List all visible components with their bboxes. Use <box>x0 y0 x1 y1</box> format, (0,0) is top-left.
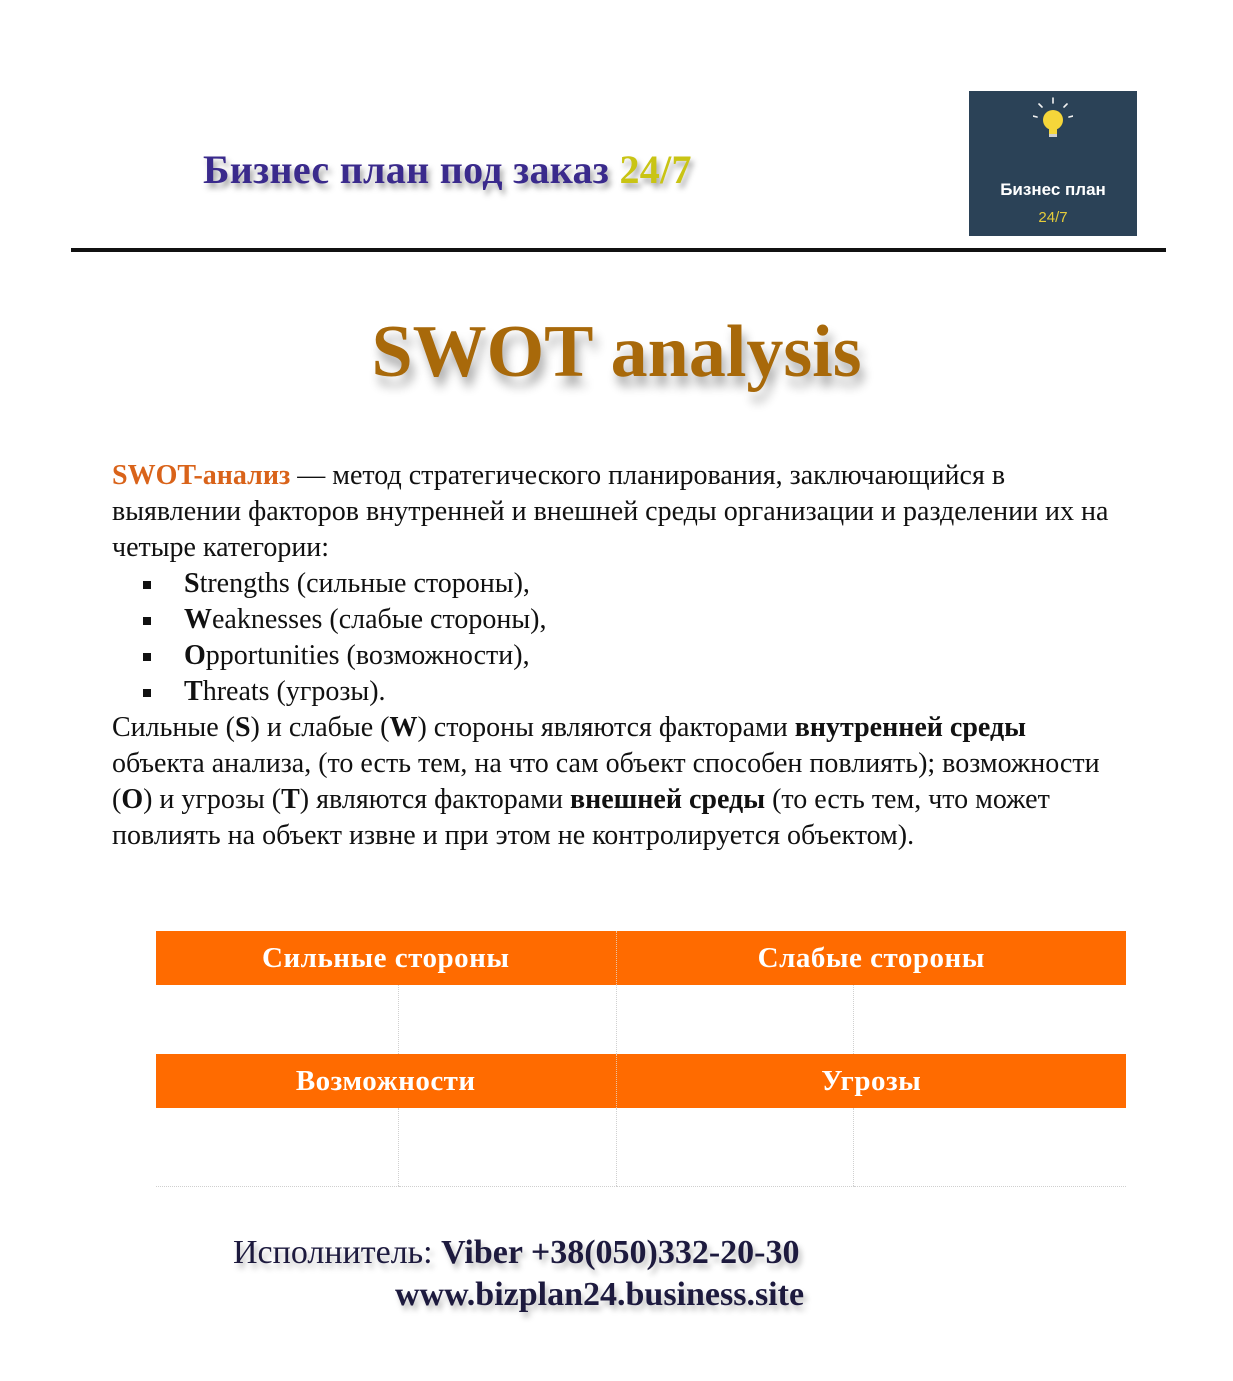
internal-environment-term: внутренней среды <box>794 712 1026 743</box>
list-item <box>112 566 1122 602</box>
letter-w: W <box>389 712 418 743</box>
explanation-text: ) стороны являются факторами <box>417 712 795 743</box>
explanation-text: объекта анализа, (то есть тем, на что сам объект способен повлиять); возможности ( <box>112 748 1100 815</box>
explanation-text: Сильные ( <box>112 712 235 743</box>
category-letter: W <box>184 604 212 635</box>
swot-empty-row <box>156 985 1126 1054</box>
logo-line1: Бизнес план <box>1000 180 1106 199</box>
letter-t: T <box>281 784 300 815</box>
lightbulb-icon <box>1033 97 1073 143</box>
table-cell <box>156 1108 398 1187</box>
category-letter: S <box>184 568 200 599</box>
explanation-text: ) являются факторами <box>299 784 570 815</box>
viber-contact: Viber +38(050)332-20-30 <box>441 1234 800 1271</box>
swot-header-row <box>156 1054 1126 1108</box>
explanation-paragraph <box>112 710 1122 854</box>
footer-contact <box>233 1234 800 1272</box>
letter-o: O <box>121 784 144 815</box>
list-item <box>112 674 1122 710</box>
header-title-highlight: 24/7 <box>619 147 692 192</box>
swot-empty-row <box>156 1108 1126 1187</box>
page-title: SWOT analysis <box>371 311 862 393</box>
intro-text: — метод стратегического планирования, заключающийся в выявлении факторов внутренней и внешней среды организации и разделении их на четыре категории: <box>112 460 1109 563</box>
category-text: trengths (сильные стороны), <box>199 568 530 599</box>
swot-header-row <box>156 931 1126 985</box>
table-cell <box>398 1108 616 1187</box>
list-item <box>112 638 1122 674</box>
content <box>112 458 1122 854</box>
letter-s: S <box>234 712 251 743</box>
list-item <box>112 602 1122 638</box>
table-cell <box>853 1108 1126 1187</box>
swot-table <box>156 931 1126 1187</box>
strengths-header: Сильные стороны <box>156 931 616 985</box>
table-cell <box>853 985 1126 1054</box>
footer-website: www.bizplan24.business.site <box>395 1276 805 1313</box>
intro-paragraph <box>112 458 1122 566</box>
logo-line2: 24/7 <box>1038 209 1068 226</box>
opportunities-header: Возможности <box>156 1054 616 1108</box>
footer-label: Исполнитель: <box>233 1234 442 1271</box>
header-title <box>203 146 692 193</box>
weaknesses-header: Слабые стороны <box>616 931 1126 985</box>
category-letter: T <box>184 676 203 707</box>
table-cell <box>398 985 616 1054</box>
header-title-main: Бизнес план под заказ <box>203 147 620 192</box>
explanation-text: ) и слабые ( <box>250 712 390 743</box>
category-text: eaknesses (слабые стороны), <box>212 604 547 635</box>
table-cell <box>616 985 853 1054</box>
table-cell <box>156 985 398 1054</box>
threats-header: Угрозы <box>616 1054 1126 1108</box>
logo <box>969 91 1137 236</box>
table-cell <box>616 1108 853 1187</box>
header-divider <box>71 248 1166 252</box>
category-text: pportunities (возможности), <box>205 640 530 671</box>
category-letter: O <box>184 640 206 671</box>
external-environment-term: внешней среды <box>569 784 766 815</box>
categories-list <box>112 566 1122 710</box>
explanation-text: (то есть тем, что может повлиять на объект извне и при этом не контролируется объектом). <box>112 784 1050 851</box>
category-text: hreats (угрозы). <box>202 676 386 707</box>
explanation-text: ) и угрозы ( <box>143 784 282 815</box>
intro-term: SWOT-анализ <box>112 460 291 491</box>
